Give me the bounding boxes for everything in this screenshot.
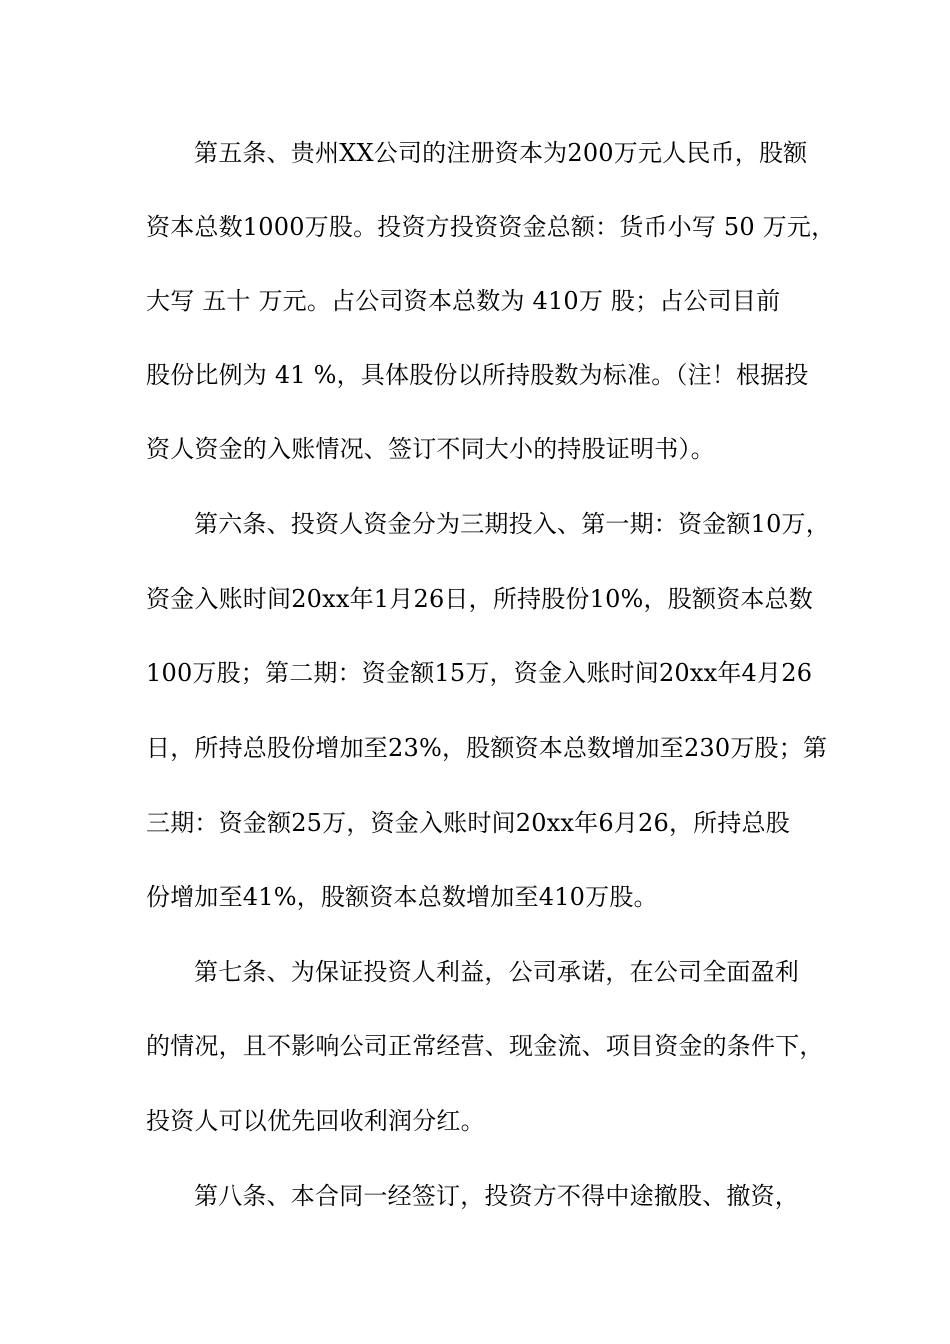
- article-6-line-2: 资金入账时间20xx年1月26日，所持股份10%，股额资本总数: [146, 585, 813, 613]
- article-5-line-5: 资人资金的入账情况、签订不同大小的持股证明书）。: [146, 435, 715, 463]
- article-6-line-6: 份增加至41%，股额资本总数增加至410万股。: [146, 883, 658, 911]
- article-5-line-4: 股份比例为 41 %，具体股份以所持股数为标准。（注！根据投: [146, 361, 809, 389]
- article-7-line-1: 第七条、为保证投资人利益，公司承诺，在公司全面盈利: [194, 958, 799, 986]
- article-5-line-1: 第五条、贵州XX公司的注册资本为200万元人民币，股额: [194, 139, 808, 167]
- article-8-line-1: 第八条、本合同一经签订，投资方不得中途撤股、撤资，: [194, 1182, 799, 1210]
- article-5-line-3: 大写 五十 万元。占公司资本总数为 410万 股；占公司目前: [146, 287, 781, 315]
- article-7-line-2: 的情况，且不影响公司正常经营、现金流、项目资金的条件下，: [146, 1032, 824, 1060]
- article-6-line-4: 日，所持总股份增加至23%，股额资本总数增加至230万股；第: [146, 734, 828, 762]
- article-7-line-3: 投资人可以优先回收利润分红。: [146, 1107, 485, 1135]
- article-5-line-2: 资本总数1000万股。投资方投资资金总额：货币小写 50 万元，: [146, 213, 836, 241]
- article-6-line-5: 三期：资金额25万，资金入账时间20xx年6月26，所持总股: [146, 809, 790, 837]
- article-6-line-3: 100万股；第二期：资金额15万，资金入账时间20xx年4月26: [146, 659, 813, 687]
- article-6-line-1: 第六条、投资人资金分为三期投入、第一期：资金额10万，: [194, 510, 830, 538]
